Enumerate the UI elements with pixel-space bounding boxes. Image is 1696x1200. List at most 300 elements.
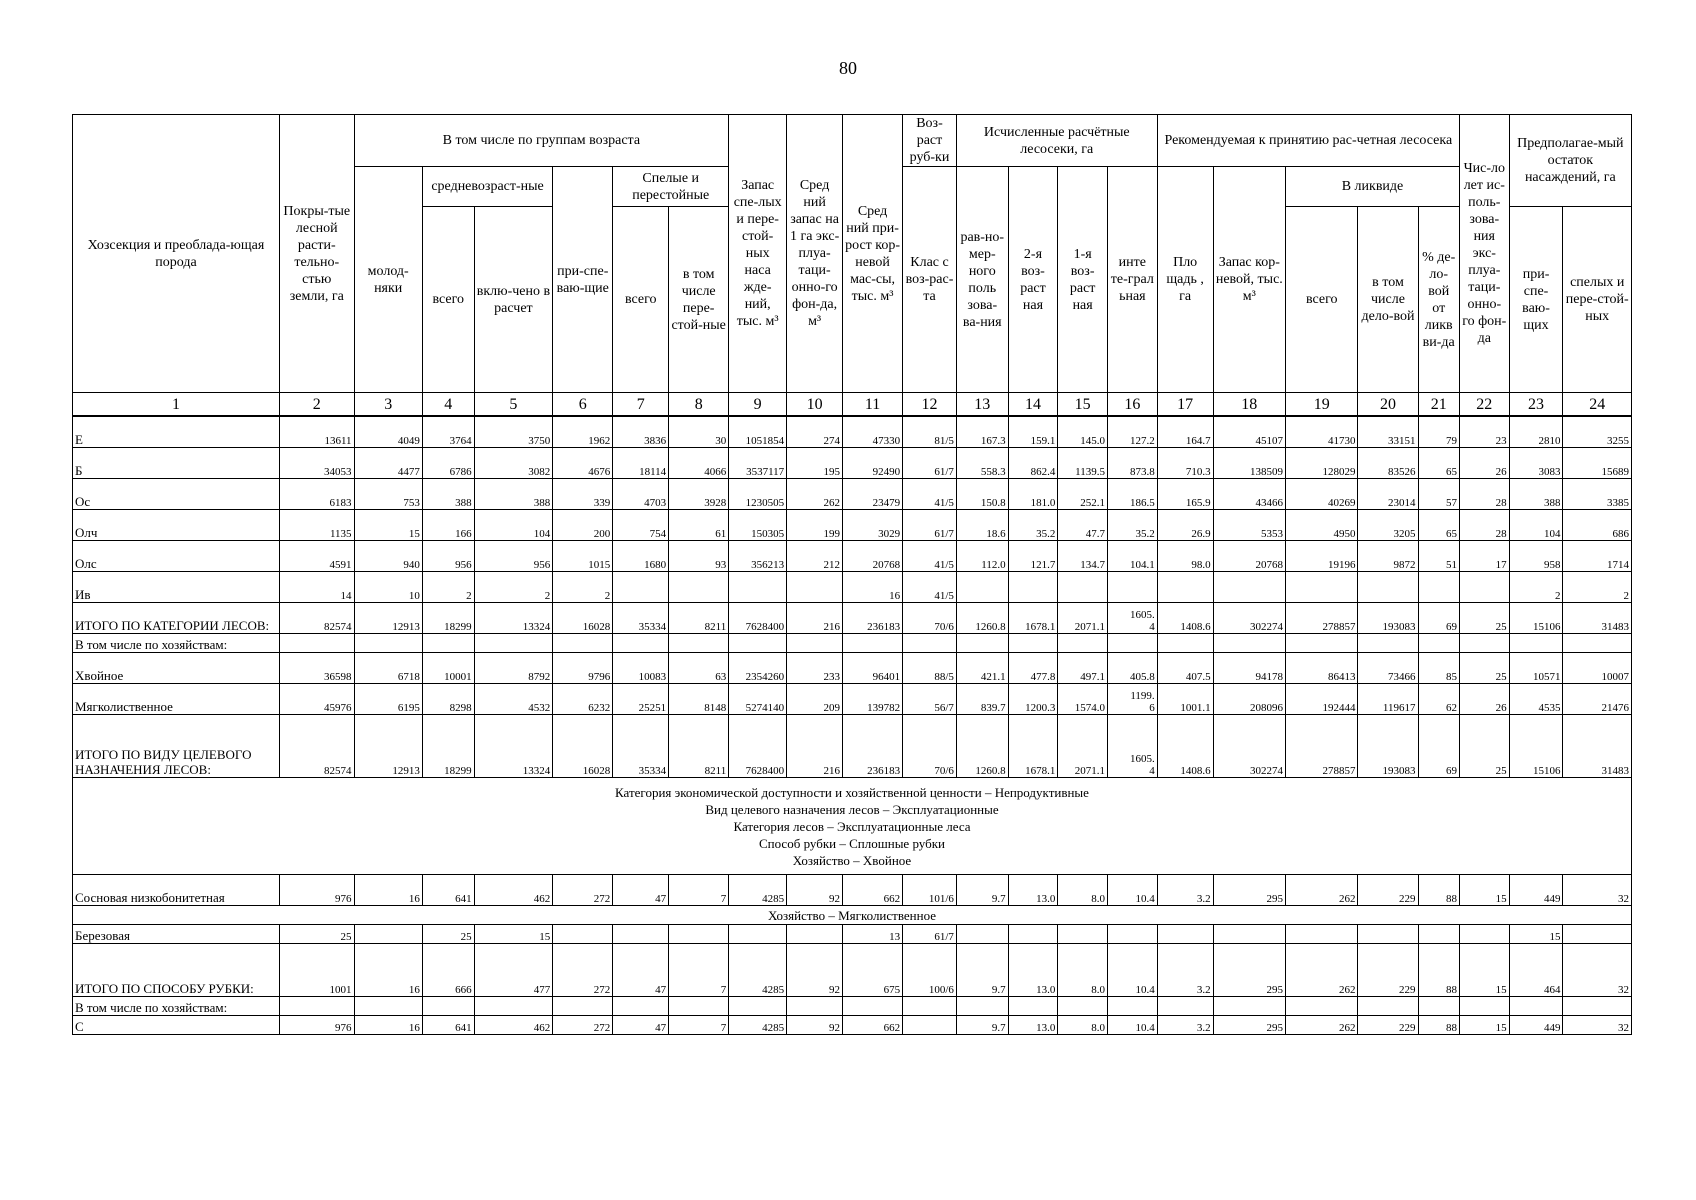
table-cell: 262 bbox=[1286, 944, 1358, 997]
row-label: Олч bbox=[73, 510, 280, 541]
table-cell bbox=[787, 997, 843, 1016]
caption-line: Способ рубки – Сплошные рубки bbox=[758, 835, 945, 851]
table-cell: 295 bbox=[1213, 875, 1285, 906]
header-col-12: Клас с воз-рас-та bbox=[903, 167, 957, 393]
table-cell bbox=[1418, 997, 1459, 1016]
table-cell: 862.4 bbox=[1008, 448, 1058, 479]
table-row bbox=[73, 634, 1632, 653]
table-cell bbox=[1008, 572, 1058, 603]
table-cell: 23479 bbox=[843, 479, 903, 510]
table-cell bbox=[787, 634, 843, 653]
header-col-3: молод-няки bbox=[354, 167, 422, 393]
table-cell: 104 bbox=[1509, 510, 1563, 541]
row-label: Б bbox=[73, 448, 280, 479]
table-cell bbox=[956, 634, 1008, 653]
table-cell: 127.2 bbox=[1107, 416, 1157, 448]
table-cell: 1605. 4 bbox=[1107, 715, 1157, 778]
table-cell: 25251 bbox=[613, 684, 669, 715]
column-number: 19 bbox=[1286, 393, 1358, 417]
table-cell: 15 bbox=[1459, 944, 1509, 997]
table-cell: 69 bbox=[1418, 715, 1459, 778]
table-cell: 3083 bbox=[1509, 448, 1563, 479]
table-cell: 10.4 bbox=[1107, 944, 1157, 997]
table-cell: 32 bbox=[1563, 875, 1632, 906]
table-cell: 200 bbox=[553, 510, 613, 541]
header-col-4: всего bbox=[422, 207, 474, 393]
table-cell: 9.7 bbox=[956, 944, 1008, 997]
table-cell: 70/6 bbox=[903, 603, 957, 634]
table-cell: 56/7 bbox=[903, 684, 957, 715]
table-cell: 79 bbox=[1418, 416, 1459, 448]
table-cell bbox=[903, 634, 957, 653]
column-number: 7 bbox=[613, 393, 669, 417]
table-cell: 1678.1 bbox=[1008, 603, 1058, 634]
table-cell: 449 bbox=[1509, 875, 1563, 906]
row-label: ИТОГО ПО КАТЕГОРИИ ЛЕСОВ: bbox=[73, 603, 280, 634]
table-cell: 150.8 bbox=[956, 479, 1008, 510]
table-cell: 3082 bbox=[474, 448, 553, 479]
table-cell: 35.2 bbox=[1008, 510, 1058, 541]
column-number: 3 bbox=[354, 393, 422, 417]
table-cell: 28 bbox=[1459, 510, 1509, 541]
header-col-5: вклю-чено в расчет bbox=[474, 207, 553, 393]
table-cell: 212 bbox=[787, 541, 843, 572]
table-row bbox=[73, 448, 1632, 479]
table-cell bbox=[729, 997, 787, 1016]
table-cell: 388 bbox=[1509, 479, 1563, 510]
table-cell: 83526 bbox=[1358, 448, 1418, 479]
table-cell: 10.4 bbox=[1107, 1016, 1157, 1035]
table-cell: 104.1 bbox=[1107, 541, 1157, 572]
table-cell: 30 bbox=[669, 416, 729, 448]
header-col-9: Запас спе-лых и пере-стой-ных наса жде-ний, тыс. м³ bbox=[729, 115, 787, 393]
table-cell: 3385 bbox=[1563, 479, 1632, 510]
table-cell: 92 bbox=[787, 944, 843, 997]
table-cell bbox=[1509, 634, 1563, 653]
table-cell: 85 bbox=[1418, 653, 1459, 684]
table-cell: 10007 bbox=[1563, 653, 1632, 684]
table-cell bbox=[354, 634, 422, 653]
table-cell: 1139.5 bbox=[1058, 448, 1108, 479]
table-cell bbox=[1286, 925, 1358, 944]
table-cell: 17 bbox=[1459, 541, 1509, 572]
table-cell: 10.4 bbox=[1107, 875, 1157, 906]
table-cell: 272 bbox=[553, 944, 613, 997]
table-cell: 302274 bbox=[1213, 715, 1285, 778]
table-cell: 88 bbox=[1418, 944, 1459, 997]
table-cell: 3.2 bbox=[1157, 875, 1213, 906]
table-cell bbox=[956, 997, 1008, 1016]
table-cell: 8792 bbox=[474, 653, 553, 684]
table-cell: 62 bbox=[1418, 684, 1459, 715]
table-cell: 41/5 bbox=[903, 479, 957, 510]
table-cell bbox=[787, 572, 843, 603]
header-col-6: при-спе-ваю-щие bbox=[553, 167, 613, 393]
table-cell: 70/6 bbox=[903, 715, 957, 778]
table-cell: 16 bbox=[354, 875, 422, 906]
table-cell: 464 bbox=[1509, 944, 1563, 997]
table-cell: 9.7 bbox=[956, 875, 1008, 906]
table-body-b bbox=[73, 925, 1632, 1035]
table-cell: 388 bbox=[422, 479, 474, 510]
table-cell bbox=[1058, 634, 1108, 653]
table-cell: 31483 bbox=[1563, 603, 1632, 634]
table-cell: 356213 bbox=[729, 541, 787, 572]
table-cell: 34053 bbox=[280, 448, 355, 479]
table-cell: 104 bbox=[474, 510, 553, 541]
table-cell: 47 bbox=[613, 875, 669, 906]
table-cell: 976 bbox=[280, 1016, 355, 1035]
table-cell: 262 bbox=[1286, 875, 1358, 906]
table-cell: 4676 bbox=[553, 448, 613, 479]
table-cell: 2 bbox=[1563, 572, 1632, 603]
table-cell bbox=[1213, 997, 1285, 1016]
row-label: ИТОГО ПО ВИДУ ЦЕЛЕВОГО НАЗНАЧЕНИЯ ЛЕСОВ: bbox=[73, 715, 280, 778]
table-cell bbox=[843, 634, 903, 653]
row-label: В том числе по хозяйствам: bbox=[73, 634, 280, 653]
caption-row bbox=[73, 906, 1632, 925]
table-cell: 2071.1 bbox=[1058, 603, 1108, 634]
table-cell bbox=[553, 634, 613, 653]
header-age-groups: В том числе по группам возраста bbox=[354, 115, 729, 167]
table-cell: 216 bbox=[787, 603, 843, 634]
table-cell: 641 bbox=[422, 875, 474, 906]
table-cell bbox=[553, 925, 613, 944]
table-cell: 958 bbox=[1509, 541, 1563, 572]
table-cell: 43466 bbox=[1213, 479, 1285, 510]
row-label: Ив bbox=[73, 572, 280, 603]
table-cell: 839.7 bbox=[956, 684, 1008, 715]
table-cell bbox=[1563, 997, 1632, 1016]
table-cell: 25 bbox=[1459, 603, 1509, 634]
table-cell: 82574 bbox=[280, 715, 355, 778]
table-cell: 65 bbox=[1418, 448, 1459, 479]
table-cell bbox=[1157, 572, 1213, 603]
header-middle-aged: средневозраст-ные bbox=[422, 167, 552, 207]
table-header bbox=[73, 115, 1632, 417]
table-cell: 6786 bbox=[422, 448, 474, 479]
table-cell bbox=[280, 634, 355, 653]
table-cell bbox=[1213, 925, 1285, 944]
column-number: 21 bbox=[1418, 393, 1459, 417]
table-cell: 16028 bbox=[553, 715, 613, 778]
table-cell: 92 bbox=[787, 875, 843, 906]
table-cell bbox=[422, 634, 474, 653]
table-cell: 41/5 bbox=[903, 572, 957, 603]
table-cell: 272 bbox=[553, 1016, 613, 1035]
table-cell: 2810 bbox=[1509, 416, 1563, 448]
table-cell: 462 bbox=[474, 875, 553, 906]
row-label: Березовая bbox=[73, 925, 280, 944]
table-cell: 229 bbox=[1358, 1016, 1418, 1035]
table-cell: 165.9 bbox=[1157, 479, 1213, 510]
table-cell bbox=[1213, 634, 1285, 653]
table-cell bbox=[1358, 572, 1418, 603]
table-cell: 1051854 bbox=[729, 416, 787, 448]
table-cell bbox=[956, 925, 1008, 944]
header-col-23: при-спе-ваю-щих bbox=[1509, 207, 1563, 393]
table-cell: 19196 bbox=[1286, 541, 1358, 572]
table-cell: 641 bbox=[422, 1016, 474, 1035]
table-cell: 6232 bbox=[553, 684, 613, 715]
table-cell bbox=[1418, 925, 1459, 944]
table-cell: 13.0 bbox=[1008, 1016, 1058, 1035]
column-number: 16 bbox=[1107, 393, 1157, 417]
table-cell: 421.1 bbox=[956, 653, 1008, 684]
table-cell: 5274140 bbox=[729, 684, 787, 715]
table-cell: 295 bbox=[1213, 1016, 1285, 1035]
table-cell: 92490 bbox=[843, 448, 903, 479]
table-cell: 229 bbox=[1358, 875, 1418, 906]
table-row bbox=[73, 925, 1632, 944]
table-cell: 956 bbox=[474, 541, 553, 572]
table-cell: 6195 bbox=[354, 684, 422, 715]
table-cell: 7628400 bbox=[729, 603, 787, 634]
table-cell: 873.8 bbox=[1107, 448, 1157, 479]
table-cell: 139782 bbox=[843, 684, 903, 715]
table-cell bbox=[1058, 925, 1108, 944]
table-cell: 7 bbox=[669, 1016, 729, 1035]
table-cell: 6718 bbox=[354, 653, 422, 684]
table-cell: 61/7 bbox=[903, 925, 957, 944]
table-cell: 47330 bbox=[843, 416, 903, 448]
caption-line: Категория экономической доступности и хозяйственной ценности – Непродуктивные bbox=[615, 784, 1089, 800]
table-cell: 32 bbox=[1563, 1016, 1632, 1035]
table-cell: 2071.1 bbox=[1058, 715, 1108, 778]
table-cell: 3764 bbox=[422, 416, 474, 448]
table-cell: 57 bbox=[1418, 479, 1459, 510]
table-cell: 8298 bbox=[422, 684, 474, 715]
table-cell bbox=[1157, 997, 1213, 1016]
row-label: Хвойное bbox=[73, 653, 280, 684]
table-cell bbox=[787, 925, 843, 944]
table-cell: 15 bbox=[354, 510, 422, 541]
caption-section bbox=[73, 778, 1632, 875]
column-number: 11 bbox=[843, 393, 903, 417]
table-cell bbox=[613, 572, 669, 603]
table-cell bbox=[1008, 634, 1058, 653]
table-cell: 956 bbox=[422, 541, 474, 572]
table-cell: 25 bbox=[422, 925, 474, 944]
table-cell: 18299 bbox=[422, 715, 474, 778]
table-cell: 15 bbox=[1459, 1016, 1509, 1035]
table-cell: 23 bbox=[1459, 416, 1509, 448]
table-cell: 274 bbox=[787, 416, 843, 448]
table-cell: 10083 bbox=[613, 653, 669, 684]
row-label: Олс bbox=[73, 541, 280, 572]
table-cell bbox=[1157, 925, 1213, 944]
table-cell: 150305 bbox=[729, 510, 787, 541]
table-cell: 195 bbox=[787, 448, 843, 479]
table-cell bbox=[729, 634, 787, 653]
table-cell: 86413 bbox=[1286, 653, 1358, 684]
table-cell: 13324 bbox=[474, 603, 553, 634]
section-caption-soft: Хозяйство – Мягколиственное bbox=[73, 906, 1632, 925]
table-cell: 1714 bbox=[1563, 541, 1632, 572]
header-calc-cuts: Исчисленные расчётные лесосеки, га bbox=[956, 115, 1157, 167]
table-cell: 236183 bbox=[843, 603, 903, 634]
table-cell: 233 bbox=[787, 653, 843, 684]
row-label: С bbox=[73, 1016, 280, 1035]
table-cell: 65 bbox=[1418, 510, 1459, 541]
table-cell: 9.7 bbox=[956, 1016, 1008, 1035]
table-cell: 20768 bbox=[1213, 541, 1285, 572]
table-cell: 13 bbox=[843, 925, 903, 944]
column-number: 12 bbox=[903, 393, 957, 417]
table-cell: 3836 bbox=[613, 416, 669, 448]
table-cell: 14 bbox=[280, 572, 355, 603]
table-cell: 662 bbox=[843, 1016, 903, 1035]
table-cell: 13.0 bbox=[1008, 944, 1058, 997]
table-cell: 33151 bbox=[1358, 416, 1418, 448]
table-cell: 8148 bbox=[669, 684, 729, 715]
table-cell: 1605. 4 bbox=[1107, 603, 1157, 634]
table-cell: 295 bbox=[1213, 944, 1285, 997]
table-cell: 3029 bbox=[843, 510, 903, 541]
table-cell: 20768 bbox=[843, 541, 903, 572]
table-cell: 82574 bbox=[280, 603, 355, 634]
header-col-1: Хозсекция и преоблада-ющая порода bbox=[73, 115, 280, 393]
table-cell: 81/5 bbox=[903, 416, 957, 448]
table-cell: 15106 bbox=[1509, 603, 1563, 634]
table-row bbox=[73, 572, 1632, 603]
table-cell: 51 bbox=[1418, 541, 1459, 572]
table-cell: 302274 bbox=[1213, 603, 1285, 634]
row-label: Е bbox=[73, 416, 280, 448]
table-cell: 15 bbox=[1459, 875, 1509, 906]
table-cell: 15689 bbox=[1563, 448, 1632, 479]
table-cell bbox=[1213, 572, 1285, 603]
header-liquid: В ликвиде bbox=[1286, 167, 1460, 207]
table-cell: 9796 bbox=[553, 653, 613, 684]
header-col-14: 2-я воз-раст ная bbox=[1008, 167, 1058, 393]
forest-cut-table bbox=[72, 114, 1632, 1035]
table-cell: 388 bbox=[474, 479, 553, 510]
table-cell bbox=[729, 572, 787, 603]
table-cell: 278857 bbox=[1286, 715, 1358, 778]
section-caption bbox=[73, 778, 1632, 875]
table-cell bbox=[1008, 925, 1058, 944]
table-cell: 112.0 bbox=[956, 541, 1008, 572]
table-cell: 8.0 bbox=[1058, 944, 1108, 997]
table-cell: 93 bbox=[669, 541, 729, 572]
table-cell: 272 bbox=[553, 875, 613, 906]
table-cell bbox=[1107, 634, 1157, 653]
table-cell bbox=[903, 997, 957, 1016]
column-number: 13 bbox=[956, 393, 1008, 417]
header-recommended: Рекомендуемая к принятию рас-четная лесосека bbox=[1157, 115, 1459, 167]
table-cell: 4532 bbox=[474, 684, 553, 715]
table-cell: 145.0 bbox=[1058, 416, 1108, 448]
table-row bbox=[73, 603, 1632, 634]
table-cell: 40269 bbox=[1286, 479, 1358, 510]
table-cell: 119617 bbox=[1358, 684, 1418, 715]
table-cell: 25 bbox=[1459, 715, 1509, 778]
table-cell: 36598 bbox=[280, 653, 355, 684]
table-cell: 278857 bbox=[1286, 603, 1358, 634]
table-cell: 1408.6 bbox=[1157, 603, 1213, 634]
table-cell: 41/5 bbox=[903, 541, 957, 572]
header-col-7: всего bbox=[613, 207, 669, 393]
column-number: 5 bbox=[474, 393, 553, 417]
table-cell: 88 bbox=[1418, 875, 1459, 906]
table-cell bbox=[1459, 634, 1509, 653]
table-cell: 2 bbox=[1509, 572, 1563, 603]
table-cell: 4285 bbox=[729, 1016, 787, 1035]
table-cell: 4703 bbox=[613, 479, 669, 510]
table-cell bbox=[613, 925, 669, 944]
row-label: ИТОГО ПО СПОСОБУ РУБКИ: bbox=[73, 944, 280, 997]
table-cell: 6183 bbox=[280, 479, 355, 510]
table-cell: 407.5 bbox=[1157, 653, 1213, 684]
table-cell: 35334 bbox=[613, 715, 669, 778]
table-body-pine bbox=[73, 875, 1632, 906]
column-number: 4 bbox=[422, 393, 474, 417]
column-number: 10 bbox=[787, 393, 843, 417]
table-cell: 88 bbox=[1418, 1016, 1459, 1035]
table-cell bbox=[1107, 572, 1157, 603]
table-cell bbox=[956, 572, 1008, 603]
table-cell: 96401 bbox=[843, 653, 903, 684]
table-cell: 497.1 bbox=[1058, 653, 1108, 684]
table-cell: 192444 bbox=[1286, 684, 1358, 715]
table-cell: 18299 bbox=[422, 603, 474, 634]
table-cell: 8211 bbox=[669, 603, 729, 634]
table-cell bbox=[1286, 634, 1358, 653]
table-cell: 216 bbox=[787, 715, 843, 778]
column-number: 9 bbox=[729, 393, 787, 417]
table-cell: 12913 bbox=[354, 603, 422, 634]
table-cell bbox=[1107, 997, 1157, 1016]
table-cell: 662 bbox=[843, 875, 903, 906]
table-cell bbox=[1008, 997, 1058, 1016]
column-number: 15 bbox=[1058, 393, 1108, 417]
table-cell: 181.0 bbox=[1008, 479, 1058, 510]
table-cell: 101/6 bbox=[903, 875, 957, 906]
table-cell: 26.9 bbox=[1157, 510, 1213, 541]
table-cell: 1962 bbox=[553, 416, 613, 448]
table-cell: 26 bbox=[1459, 684, 1509, 715]
table-cell: 5353 bbox=[1213, 510, 1285, 541]
table-cell: 18.6 bbox=[956, 510, 1008, 541]
table-cell: 686 bbox=[1563, 510, 1632, 541]
table-row bbox=[73, 875, 1632, 906]
header-col-20: в том числе дело-вой bbox=[1358, 207, 1418, 393]
header-mature: Спелые и перестойные bbox=[613, 167, 729, 207]
table-cell: 3.2 bbox=[1157, 1016, 1213, 1035]
table-cell: 1001 bbox=[280, 944, 355, 997]
table-cell bbox=[354, 925, 422, 944]
table-cell: 15106 bbox=[1509, 715, 1563, 778]
table-cell: 73466 bbox=[1358, 653, 1418, 684]
column-number: 14 bbox=[1008, 393, 1058, 417]
table-cell: 10571 bbox=[1509, 653, 1563, 684]
table-row bbox=[73, 510, 1632, 541]
table-cell bbox=[280, 997, 355, 1016]
table-cell: 166 bbox=[422, 510, 474, 541]
table-row bbox=[73, 944, 1632, 997]
table-cell: 193083 bbox=[1358, 715, 1418, 778]
table-cell: 69 bbox=[1418, 603, 1459, 634]
table-cell: 16 bbox=[354, 944, 422, 997]
row-label: В том числе по хозяйствам: bbox=[73, 997, 280, 1016]
header-col-21: % де-ло-вой от ликв ви-да bbox=[1418, 207, 1459, 393]
table-cell bbox=[1358, 925, 1418, 944]
table-cell: 3750 bbox=[474, 416, 553, 448]
header-col-11: Сред ний при-рост кор-невой мас-сы, тыс. м³ bbox=[843, 115, 903, 393]
table-cell: 28 bbox=[1459, 479, 1509, 510]
table-cell: 31483 bbox=[1563, 715, 1632, 778]
